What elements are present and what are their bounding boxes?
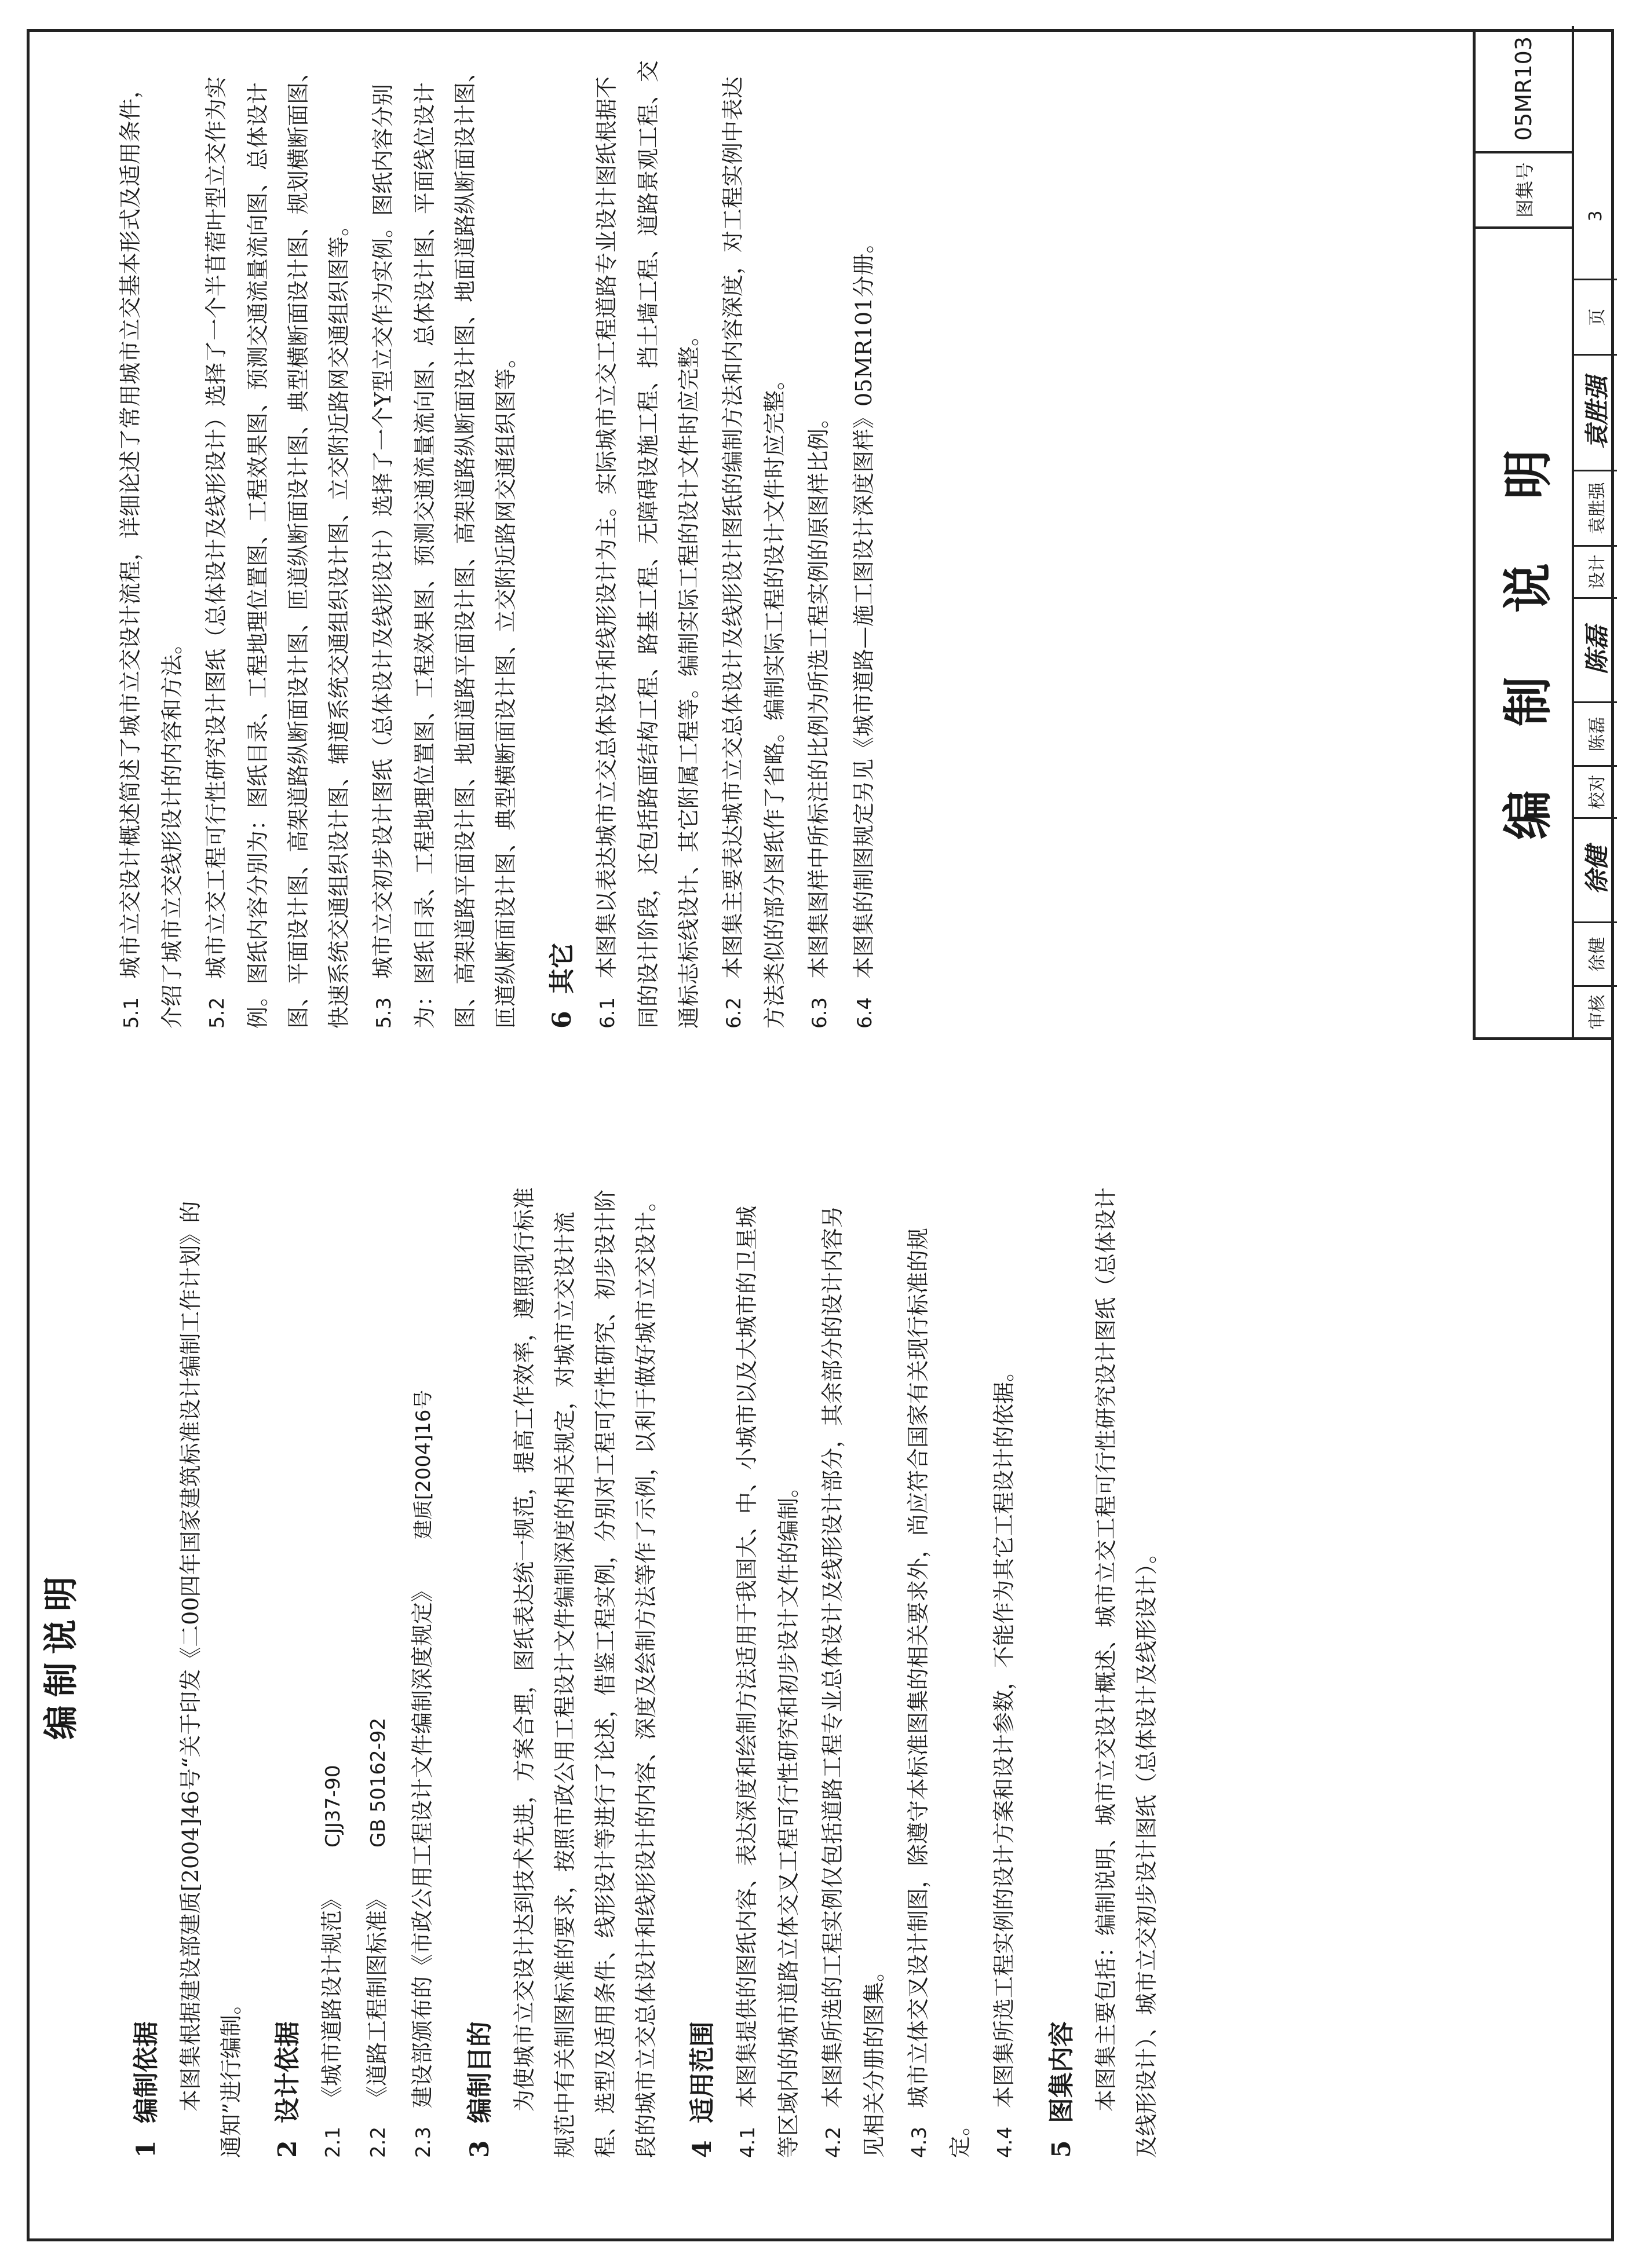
paragraph: 为使城市立交设计达到技术先进，方案合理，图纸表达统一规范，提高工作效率，遵照现行标准规范中有关制图标准的要求，按照市政公用工程设计文件编制深度的相关规定，对城市立交设计流程、选型及适用条件、线形设计等进行了论述，借鉴工程实例，分别对工程可行性研究、初步设计阶段的城市立交总体设计和线形设计的内容、深度及绘制方法等作了示例，以利于做好城市立交设计。	[512, 1187, 659, 2158]
item-text: 本图集提供的图纸内容、表达深度和绘制方法适用于我国大、中、小城市以及大城市的卫星城等区域内的城市道路立体交叉工程可行性研究和初步设计文件的编制。	[734, 1205, 801, 2158]
tb-design-label: 设计	[1574, 545, 1617, 597]
numbered-item	[812, 1185, 894, 2158]
standard-code: GB 50162-92	[367, 1717, 390, 1848]
item-number: 5.1	[120, 997, 143, 1029]
numbered-item	[312, 1185, 353, 2158]
section-heading	[1040, 1185, 1078, 2158]
item-text: 本图集主要表达城市立交总体设计及线形设计图纸的编制方法和内容深度，对工程实例中表达方法类似的部分图纸作了省略。编制实际工程的设计文件时应完整。	[720, 76, 787, 1029]
numbered-item	[898, 1185, 980, 2158]
item-number: 2.3	[412, 2126, 435, 2158]
item-number: 4.3	[908, 2126, 931, 2158]
tb-check-person: 陈磊	[1574, 701, 1617, 765]
section-number: 3	[465, 2140, 495, 2158]
item-number: 2.1	[322, 2126, 345, 2158]
item-text: 《道路工程制图标准》	[364, 1887, 390, 2108]
item-text: 城市立体交叉设计制图，除遵守本标准图集的相关要求外，尚应符合国家有关现行标准的规定。	[906, 1227, 973, 2158]
title-block-signature-row	[1574, 26, 1617, 1037]
standard-code: CJJ37-90	[322, 1765, 345, 1848]
numbered-item	[586, 56, 709, 1029]
title-block-title: 编 制 说 明	[1476, 226, 1574, 1037]
left-column	[110, 1185, 1173, 2158]
tb-review-person: 徐健	[1574, 921, 1617, 985]
tb-check-sign: 陈磊	[1574, 597, 1617, 701]
item-text: 本图集所选的工程实例仅包括道路工程专业总体设计及线形设计部分，其余部分的设计内容另见相关分册的图集。	[820, 1205, 887, 2158]
tb-review-label: 审核	[1574, 985, 1617, 1037]
section-title: 其它	[547, 943, 577, 994]
item-number: 6.4	[853, 997, 877, 1029]
section-heading	[125, 1185, 162, 2158]
numbered-item	[844, 56, 885, 1029]
item-number: 4.2	[822, 2126, 845, 2158]
numbered-item	[984, 1185, 1025, 2158]
document-title: 编制说明	[41, 1568, 82, 1740]
numbered-item	[402, 1185, 444, 2158]
item-number: 2.2	[367, 2126, 390, 2158]
item-text: 本图集以表达城市立交总体设计和线形设计为主。实际城市立交工程道路专业设计图纸根据不同的设计阶段，还包括路面结构工程、路基工程、无障碍设施工程、挡土墙工程、道路景观工程、交通标志标线设计、其它附属工程等。编制实际工程的设计文件时应完整。	[594, 60, 702, 1029]
section-number: 5	[1047, 2140, 1076, 2158]
item-number: 5.2	[206, 997, 229, 1029]
section-number: 4	[688, 2140, 717, 2158]
numbered-item	[357, 1185, 399, 2158]
numbered-item	[798, 56, 840, 1029]
section-heading	[266, 1185, 304, 2158]
atlas-number-label: 图集号	[1476, 151, 1574, 226]
numbered-item	[196, 56, 359, 1029]
numbered-item	[726, 1185, 809, 2158]
tb-page-no: 3	[1585, 210, 1606, 222]
section-title: 设计依据	[273, 2021, 302, 2123]
section-heading	[459, 1185, 496, 2158]
item-number: 4.1	[736, 2126, 760, 2158]
section-title: 图集内容	[1047, 2021, 1076, 2123]
item-text: 《城市道路设计规范》	[319, 1887, 345, 2108]
numbered-item	[110, 56, 192, 1029]
title-block	[1473, 29, 1614, 1040]
section-number: 6	[547, 1011, 577, 1029]
numbered-item	[713, 56, 795, 1029]
item-text: 本图集的制图规定另见《城市道路—施工图设计深度图样》05MR101分册。	[851, 231, 877, 979]
section-number: 2	[273, 2140, 302, 2158]
item-number: 6.1	[596, 997, 619, 1029]
paragraph: 本图集主要包括：编制说明、城市立交设计概述、城市立交工程可行性研究设计图纸（总体设计及线形设计）、城市立交初步设计图纸（总体设计及线形设计）。	[1093, 1187, 1159, 2158]
paragraph: 本图集根据建设部建质[2004]46号“关于印发《二00四年国家建筑标准设计编制工作计划》的通知”进行编制。	[178, 1201, 244, 2158]
item-number: 6.2	[722, 997, 746, 1029]
section-title: 适用范围	[688, 2021, 717, 2123]
tb-design-person: 袁胜强	[1574, 470, 1617, 545]
item-text: 本图集图样中所标注的比例为所选工程实例的原图样比例。	[806, 406, 831, 979]
item-number: 6.3	[808, 997, 831, 1029]
tb-check-label: 校对	[1574, 765, 1617, 817]
item-text: 本图集所选工程实例的设计方案和设计参数，不能作为其它工程设计的依据。	[991, 1359, 1017, 2108]
section-title: 编制目的	[465, 2021, 495, 2123]
item-number: 4.4	[994, 2126, 1017, 2158]
tb-page-label: 页	[1574, 279, 1617, 354]
numbered-item	[363, 56, 526, 1029]
item-number: 5.3	[373, 997, 396, 1029]
tb-review-sign: 徐健	[1574, 817, 1617, 921]
right-column	[110, 56, 889, 1029]
item-text: 城市立交设计概述简述了城市立交设计流程，详细论述了常用城市立交基本形式及适用条件，介绍了城市立交线形设计的内容和方法。	[118, 76, 185, 1029]
section-heading	[541, 56, 578, 1029]
section-heading	[681, 1185, 718, 2158]
standard-code: 建质[2004]16号	[412, 1389, 435, 1539]
section-number: 1	[132, 2140, 161, 2158]
item-text: 城市立交工程可行性研究设计图纸（总体设计及线形设计）选择了一个半苜蓿叶型立交作为实例。图纸内容分别为：图纸目录、工程地理位置图、工程效果图、预测交通流量流向图、总体设计图、平面设计图、高架道路纵断面设计图、匝道纵断面设计图、典型横断面设计图、规划横断面图、快速系统交通组织设计图、辅道系统交通组织设计图、立交附近路网交通组织图等。	[203, 60, 352, 1029]
item-text: 城市立交初步设计图纸（总体设计及线形设计）选择了一个Y型立交作为实例。图纸内容分别为：图纸目录、工程地理位置图、工程效果图、预测交通流量流向图、总体设计图、平面线位设计图、高架道路平面设计图、地面道路平面设计图、高架道路纵断面设计图、地面道路纵断面设计图、匝道纵断面设计图、典型横断面设计图、立交附近路网交通组织图等。	[370, 60, 519, 1029]
tb-design-sign: 袁胜强	[1574, 354, 1617, 470]
section-title: 编制依据	[132, 2021, 161, 2123]
atlas-number-value: 05MR103	[1476, 26, 1574, 151]
item-text: 建设部颁布的《市政公用工程设计文件编制深度规定》	[410, 1579, 435, 2108]
